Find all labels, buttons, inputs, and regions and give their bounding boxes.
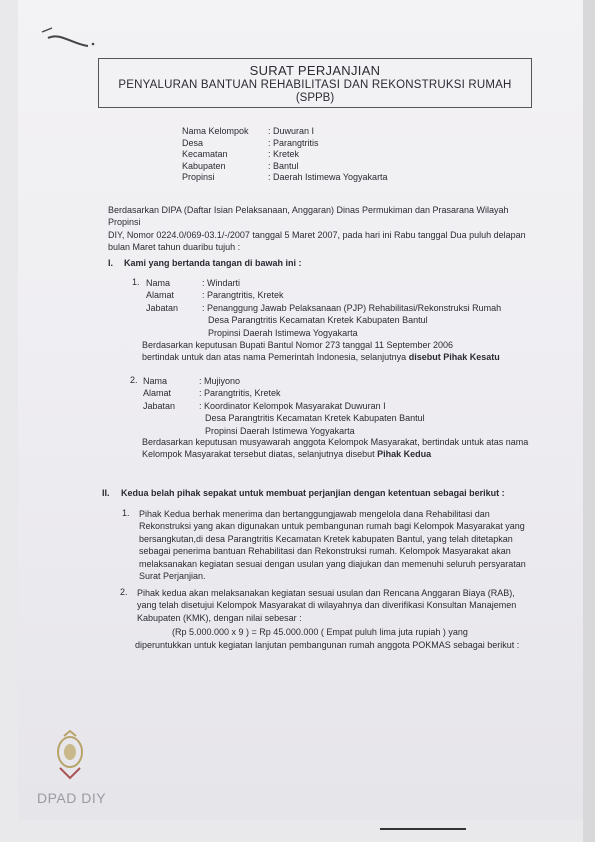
info-row: Nama Kelompok : Duwuran I xyxy=(182,126,315,136)
footer-line xyxy=(380,828,466,830)
party-2-basis: Berdasarkan keputusan musyawarah anggota Kelompok Masyarakat, bertindak untuk atas nama Kelompok Masyarakat tersebut diatas, selanjutnya disebut Pihak Kedua xyxy=(142,437,529,460)
document-title: SURAT PERJANJIAN xyxy=(249,63,381,78)
section-2-heading: Kedua belah pihak sepakat untuk membuat perjanjian dengan ketentuan sebagai berikut : xyxy=(121,488,505,498)
group-info xyxy=(182,126,388,184)
clause-2-number: 2. xyxy=(120,587,128,597)
watermark-text: DPAD DIY xyxy=(37,790,107,806)
document-title-box xyxy=(98,58,532,108)
party-1-block: Nama : Windarti Alamat : Parangtritis, Kretek Jabatan : Penanggung Jawab Pelaksanaan (PJP) Rehabilitasi/Rekonstruksi Rumah Desa Parangtritis Kecamatan Kretek Kabupaten Bantul Propinsi Daerah Istimewa Yogyakarta xyxy=(146,278,502,338)
clause-2-text: Pihak kedua akan melaksanakan kegiatan sesuai usulan dan Rencana Anggaran Biaya (RAB), yang telah disetujui Kelompok Masyarakat di wilayahnya dan diverifikasi Konsultan Manajemen Kabupaten (KMK), dengan nilai sebesar : xyxy=(137,588,517,623)
party-2-number: 2. xyxy=(130,375,138,385)
scan-edge xyxy=(583,0,595,842)
section-1-heading: Kami yang bertanda tangan di bawah ini : xyxy=(124,258,302,268)
info-row: Desa : Parangtritis xyxy=(182,137,319,148)
intro-paragraph: Berdasarkan DIPA (Daftar Isian Pelaksanaan, Anggaran) Dinas Permukiman dan Prasarana Wilayah Propinsi DIY, Nomor 0224.0/069-03.1/-/2007 tanggal 5 Maret 2007, pada hari ini Rabu tanggal Dua puluh delapan bulan Maret tahun duaribu tujuh : xyxy=(108,205,526,253)
document-code: (SPPB) xyxy=(295,92,335,104)
section-1-number: I. xyxy=(108,258,114,268)
document-subtitle: PENYALURAN BANTUAN REHABILITASI DAN REKONSTRUKSI RUMAH xyxy=(118,79,512,91)
section-2-number: II. xyxy=(102,488,110,498)
dpad-seal-logo xyxy=(50,730,90,782)
info-row: Kecamatan : Kretek xyxy=(182,149,300,160)
party-2-block: Nama : Mujiyono Alamat : Parangtritis, Kretek Jabatan : Koordinator Kelompok Masyarakat Duwuran I Desa Parangtritis Kecamatan Kretek Kabupaten Bantul Propinsi Daerah Istimewa Yogyakarta xyxy=(143,376,425,436)
clause-1-number: 1. xyxy=(122,508,130,518)
clause-2-amount: (Rp 5.000.000 x 9 ) = Rp 45.000.000 ( Empat puluh lima juta rupiah ) yang xyxy=(172,627,468,637)
clause-1-text: Pihak Kedua berhak menerima dan bertanggungjawab mengelola dana Rehabilitasi dan Rekonstruksi yang akan digunakan untuk pembangunan rumah bagi Kelompok Masyarakat yang bersangkutan,di desa Parangtritis Kecamatan Kretek kabupaten Bantul, yang telah ditetapkan sebagai penerima bantuan Rehabilitasi dan Rekonstruksi rumah. Kelompok Masyarakat akan melaksanakan kegiatan sesuai dengan usulan yang diajukan dan memenuhi seluruh persyaratan Surat Perjanjian. xyxy=(139,509,526,582)
info-row: Kabupaten : Bantul xyxy=(182,160,299,171)
party-1-number: 1. xyxy=(132,277,140,287)
handwritten-mark xyxy=(38,26,98,52)
info-row: Propinsi : Daerah Istimewa Yogyakarta xyxy=(182,172,388,183)
clause-2-closing: diperuntukkan untuk kegiatan lanjutan pembangunan rumah anggota POKMAS sebagai berikut : xyxy=(135,640,520,650)
party-1-basis: Berdasarkan keputusan Bupati Bantul Nomor 273 tanggal 11 September 2006 bertindak untuk dan atas nama Pemerintah Indonesia, selanjutnya disebut Pihak Kesatu xyxy=(142,340,500,363)
